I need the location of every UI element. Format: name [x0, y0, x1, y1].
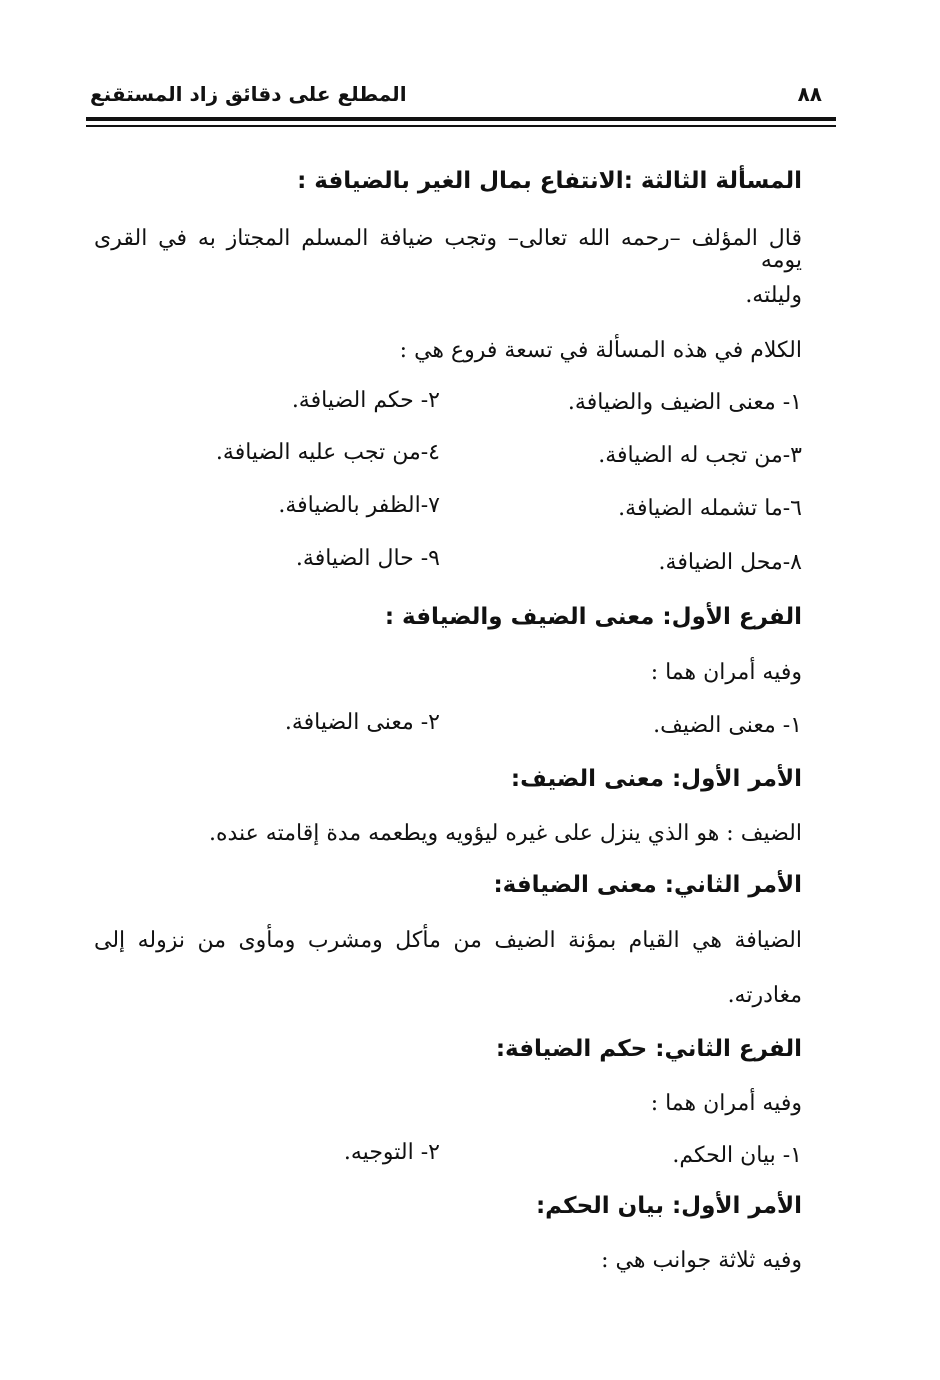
- paragraph-line: وليلته.: [745, 283, 802, 308]
- paragraph-line: وفيه أمران هما :: [650, 660, 802, 685]
- header-rule-thick: [86, 117, 836, 121]
- branch-item-9: ٩- حال الضيافة.: [295, 546, 440, 571]
- section-heading-issue-3: المسألة الثالثة :الانتفاع بمال الغير بالضيافة :: [297, 168, 802, 194]
- paragraph-line: وفيه ثلاثة جوانب هي :: [601, 1248, 802, 1273]
- page-number: ٨٨: [797, 82, 822, 106]
- header-rule-thin: [86, 125, 836, 127]
- running-header: [86, 78, 836, 118]
- section-heading-branch-1: الفرع الأول: معنى الضيف والضيافة :: [384, 604, 802, 630]
- matter-item-2: ٢- التوجيه.: [343, 1140, 440, 1165]
- section-heading-matter-2: الأمر الثاني: معنى الضيافة:: [493, 872, 802, 898]
- section-heading-ruling: الأمر الأول: بيان الحكم:: [535, 1193, 802, 1219]
- matter-item-1: ١- معنى الضيف.: [653, 713, 802, 738]
- paragraph-line: مغادرته.: [727, 983, 802, 1008]
- paragraph-line: الضيف : هو الذي ينزل على غيره ليؤويه ويطعمه مدة إقامته عنده.: [208, 821, 802, 846]
- running-header-title: المطلع على دقائق زاد المستقنع: [90, 82, 407, 106]
- branch-item-3: ٣-من تجب له الضيافة.: [598, 443, 802, 468]
- branch-item-7: ٧-الظفر بالضيافة.: [278, 493, 440, 518]
- branch-item-1: ١- معنى الضيف والضيافة.: [567, 390, 802, 415]
- matter-item-2: ٢- معنى الضيافة.: [284, 710, 440, 735]
- branch-item-4: ٤-من تجب عليه الضيافة.: [215, 440, 440, 465]
- section-heading-matter-1: الأمر الأول: معنى الضيف:: [510, 766, 802, 792]
- section-heading-branch-2: الفرع الثاني: حكم الضيافة:: [495, 1036, 802, 1062]
- matter-item-1: ١- بيان الحكم.: [672, 1143, 802, 1168]
- branch-item-6: ٦-ما تشمله الضيافة.: [618, 496, 802, 521]
- paragraph-line: الضيافة هي القيام بمؤنة الضيف من مأكل ومشرب ومأوى من نزوله إلى: [94, 928, 802, 953]
- paragraph-line: قال المؤلف –رحمه الله تعالى– وتجب ضيافة المسلم المجتاز به في القرى يومه: [94, 226, 802, 273]
- paragraph-line: الكلام في هذه المسألة في تسعة فروع هي :: [399, 338, 802, 363]
- branch-item-8: ٨-محل الضيافة.: [658, 550, 802, 575]
- paragraph-line: وفيه أمران هما :: [650, 1091, 802, 1116]
- branch-item-2: ٢- حكم الضيافة.: [291, 388, 440, 413]
